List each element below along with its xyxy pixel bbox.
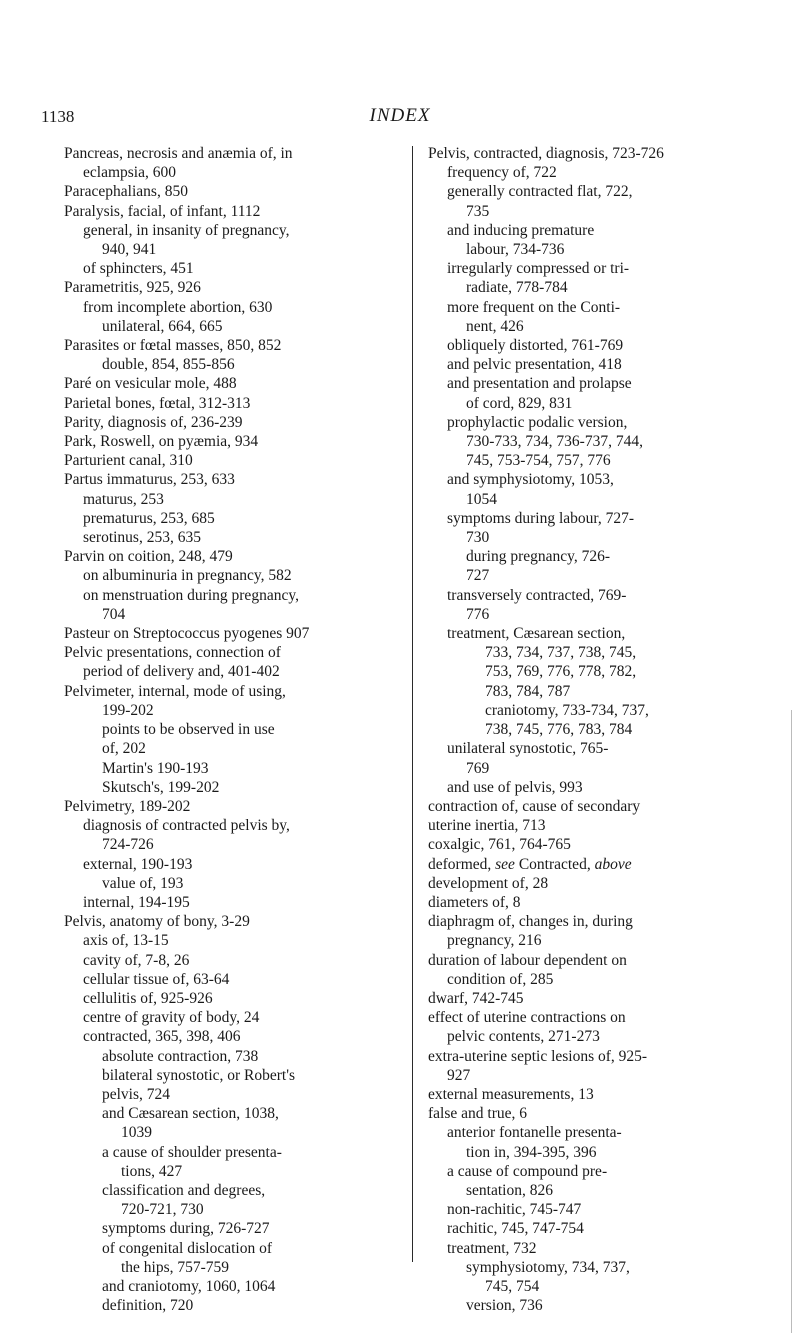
index-entry: external, 190-193 (83, 855, 193, 873)
index-entry: symptoms during labour, 727- (447, 509, 635, 527)
index-entry: Pelvimeter, internal, mode of using, (64, 682, 286, 700)
index-entry: cellular tissue of, 63-64 (83, 970, 230, 988)
index-entry: symphysiotomy, 734, 737, (466, 1258, 630, 1276)
index-entry: Partus immaturus, 253, 633 (64, 471, 235, 489)
index-entry: Pelvis, contracted, diagnosis, 723-726 (428, 145, 664, 162)
index-entry: 745, 753-754, 757, 776 (466, 452, 611, 470)
index-entry: general, in insanity of pregnancy, (83, 221, 290, 239)
index-entry: deformed, see Contracted, above (428, 855, 632, 873)
index-entry: prophylactic podalic version, (447, 413, 628, 431)
index-entry: 733, 734, 737, 738, 745, (485, 644, 637, 662)
index-entry: unilateral synostotic, 765- (447, 740, 609, 758)
index-entry: non-rachitic, 745-747 (447, 1201, 582, 1219)
index-entry: period of delivery and, 401-402 (83, 663, 280, 681)
index-entry: cavity of, 7-8, 26 (83, 951, 190, 969)
index-entry: 720-721, 730 (121, 1201, 204, 1219)
index-entry: 745, 754 (485, 1277, 540, 1295)
index-entry: rachitic, 745, 747-754 (447, 1220, 584, 1238)
index-entry: nent, 426 (466, 317, 524, 335)
index-entry: 1039 (121, 1124, 152, 1142)
page-edge (791, 710, 792, 1333)
index-entry: 727 (466, 567, 490, 585)
index-entry: and pelvic presentation, 418 (447, 356, 622, 374)
index-entry: definition, 720 (102, 1297, 194, 1315)
index-entry: 776 (466, 605, 490, 623)
index-entry: diameters of, 8 (428, 893, 521, 911)
index-entry: and presentation and prolapse (447, 375, 632, 393)
index-entry: irregularly compressed or tri- (447, 260, 630, 278)
index-entry: symptoms during, 726-727 (102, 1220, 270, 1238)
index-entry: treatment, Cæsarean section, (447, 625, 626, 643)
index-entry: 927 (447, 1066, 471, 1084)
index-entry: Pancreas, necrosis and anæmia of, in (64, 145, 293, 162)
index-entry: Paré on vesicular mole, 488 (64, 375, 237, 393)
index-entry: 940, 941 (102, 241, 157, 259)
index-entry: 199-202 (102, 701, 154, 719)
index-entry: contracted, 365, 398, 406 (83, 1028, 241, 1046)
index-entry: uterine inertia, 713 (428, 817, 546, 835)
index-entry: 704 (102, 605, 126, 623)
index-entry: of, 202 (102, 740, 146, 758)
index-entry: Pelvic presentations, connection of (64, 644, 281, 662)
index-entry: Parturient canal, 310 (64, 452, 193, 470)
index-entry: the hips, 757-759 (121, 1258, 230, 1276)
index-entry: version, 736 (466, 1297, 543, 1315)
index-entry: condition of, 285 (447, 970, 554, 988)
index-entry: Parasites or fœtal masses, 850, 852 (64, 337, 282, 355)
index-entry: internal, 194-195 (83, 893, 190, 911)
index-entry: value of, 193 (102, 874, 184, 892)
index-entry: unilateral, 664, 665 (102, 317, 223, 335)
index-entry: radiate, 778-784 (466, 279, 568, 297)
index-entry: diaphragm of, changes in, during (428, 913, 633, 931)
index-entry: cellulitis of, 925-926 (83, 989, 213, 1007)
index-entry: points to be observed in use (102, 721, 275, 739)
index-entry: extra-uterine septic lesions of, 925- (428, 1047, 648, 1065)
index-entry: and Cæsarean section, 1038, (102, 1105, 279, 1123)
index-entry: dwarf, 742-745 (428, 989, 524, 1007)
index-entry: craniotomy, 733-734, 737, (485, 701, 649, 719)
index-entry: and symphysiotomy, 1053, (447, 471, 614, 489)
index-entry: 1054 (466, 490, 497, 508)
index-entry: bilateral synostotic, or Robert's (102, 1066, 296, 1084)
index-entry: 769 (466, 759, 490, 777)
index-entry: Park, Roswell, on pyæmia, 934 (64, 433, 259, 451)
index-entry: prematurus, 253, 685 (83, 509, 215, 527)
index-entry: obliquely distorted, 761-769 (447, 337, 624, 355)
page-number: 1138 (41, 107, 75, 126)
index-entry: Pelvimetry, 189-202 (64, 797, 191, 815)
index-entry: labour, 734-736 (466, 241, 565, 259)
index-entry: Paracephalians, 850 (64, 183, 188, 201)
index-entry: and use of pelvis, 993 (447, 778, 583, 796)
index-entry: and inducing premature (447, 221, 595, 239)
index-entry: 783, 784, 787 (485, 682, 571, 700)
index-entry: Martin's 190-193 (102, 759, 209, 777)
index-entry: eclampsia, 600 (83, 164, 176, 182)
index-entry: external measurements, 13 (428, 1085, 594, 1103)
index-entry: 735 (466, 202, 490, 220)
index-entry: a cause of compound pre- (447, 1162, 608, 1180)
index-entry: pelvic contents, 271-273 (447, 1028, 600, 1046)
index-entry: treatment, 732 (447, 1239, 537, 1257)
index-entry: effect of uterine contractions on (428, 1009, 626, 1027)
index-entry: contraction of, cause of secondary (428, 797, 641, 815)
index-entry: Parietal bones, fœtal, 312-313 (64, 394, 251, 412)
index-entry: of congenital dislocation of (102, 1239, 273, 1257)
index-column-right (428, 144, 771, 1315)
index-entry: Parametritis, 925, 926 (64, 279, 201, 297)
index-entry: Pasteur on Streptococcus pyogenes 907 (64, 625, 310, 643)
index-entry: Parvin on coition, 248, 479 (64, 548, 233, 566)
index-entry: maturus, 253 (83, 490, 164, 508)
index-entry: centre of gravity of body, 24 (83, 1009, 260, 1027)
index-entry: axis of, 13-15 (83, 932, 169, 950)
index-entry: of sphincters, 451 (83, 260, 194, 278)
index-entry: 730-733, 734, 736-737, 744, (466, 433, 643, 451)
index-entry: generally contracted flat, 722, (447, 183, 633, 201)
index-entry: pelvis, 724 (102, 1085, 171, 1103)
index-entry: Paralysis, facial, of infant, 1112 (64, 202, 261, 220)
column-divider (412, 146, 413, 1262)
index-entry: false and true, 6 (428, 1105, 527, 1123)
index-entry: double, 854, 855-856 (102, 356, 235, 374)
index-column-left (64, 144, 412, 1315)
page-header (0, 0, 800, 130)
index-entry: Parity, diagnosis of, 236-239 (64, 413, 243, 431)
index-entry: from incomplete abortion, 630 (83, 298, 273, 316)
index-entry: of cord, 829, 831 (466, 394, 573, 412)
index-entry: absolute contraction, 738 (102, 1047, 259, 1065)
index-entry: transversely contracted, 769- (447, 586, 627, 604)
index-entry: during pregnancy, 726- (466, 548, 611, 566)
index-entry: development of, 28 (428, 874, 549, 892)
index-entry: on menstruation during pregnancy, (83, 586, 299, 604)
index-entry: on albuminuria in pregnancy, 582 (83, 567, 292, 585)
index-entry: serotinus, 253, 635 (83, 529, 201, 547)
index-entry: anterior fontanelle presenta- (447, 1124, 622, 1142)
index-entry: tions, 427 (121, 1162, 183, 1180)
index-entry: diagnosis of contracted pelvis by, (83, 817, 290, 835)
index-entry: classification and degrees, (102, 1181, 266, 1199)
index-entry: frequency of, 722 (447, 164, 557, 182)
index-entry: Skutsch's, 199-202 (102, 778, 220, 796)
index-entry: Pelvis, anatomy of bony, 3-29 (64, 913, 250, 931)
index-entry: 724-726 (102, 836, 154, 854)
index-entry: duration of labour dependent on (428, 951, 627, 969)
index-entry: a cause of shoulder presenta- (102, 1143, 282, 1161)
index-entry: and craniotomy, 1060, 1064 (102, 1277, 276, 1295)
index-entry: sentation, 826 (466, 1181, 553, 1199)
index-entry: coxalgic, 761, 764-765 (428, 836, 571, 854)
index-entry: pregnancy, 216 (447, 932, 542, 950)
index-entry: tion in, 394-395, 396 (466, 1143, 597, 1161)
index-entry: more frequent on the Conti- (447, 298, 621, 316)
index-entry: 753, 769, 776, 778, 782, (485, 663, 637, 681)
index-entry: 738, 745, 776, 783, 784 (485, 721, 633, 739)
running-head: INDEX (369, 105, 431, 126)
index-entry: 730 (466, 529, 490, 547)
